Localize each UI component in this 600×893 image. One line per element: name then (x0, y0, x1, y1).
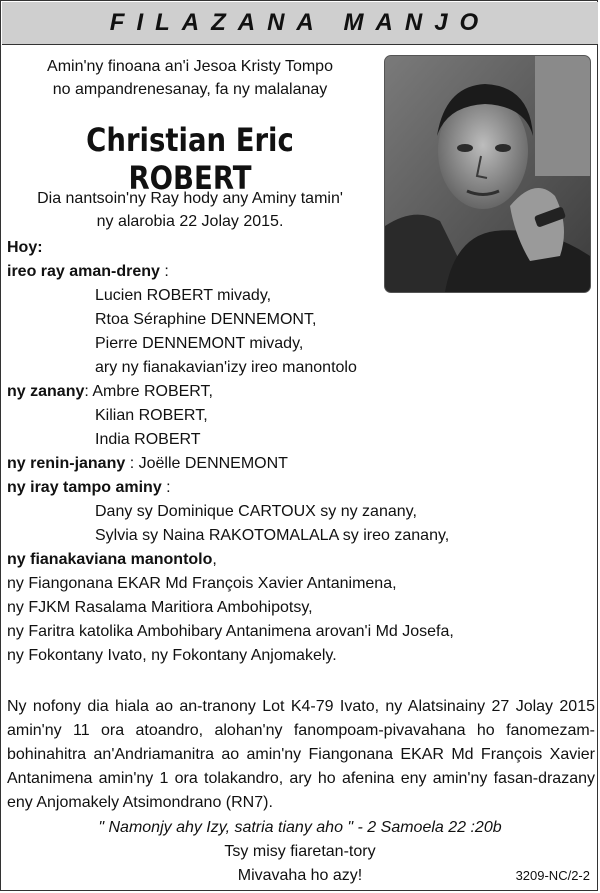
mother-value: : Joëlle DENNEMONT (125, 455, 288, 472)
whole-family-heading (7, 548, 597, 572)
list-item: Kilian ROBERT, (95, 407, 208, 424)
list-item: India ROBERT (95, 431, 201, 448)
family-list (7, 236, 597, 668)
mother-label: ny renin-janany (7, 455, 126, 472)
bible-verse: " Namonjy ahy Izy, satria tiany aho " - 2 Samoela 22 :20b (98, 819, 502, 836)
list-item: Rtoa Séraphine DENNEMONT, (95, 311, 317, 328)
closing-line: Tsy misy fiaretan-tory (224, 843, 376, 860)
parents-heading (7, 260, 597, 284)
whole-family-separator: , (212, 551, 217, 568)
whole-family-label: ny fianakaviana manontolo (7, 551, 213, 568)
reference-code: 3209-NC/2-2 (515, 868, 590, 883)
mother-line (7, 452, 597, 476)
death-announcement (10, 187, 370, 233)
death-line: ny alarobia 22 Jolay 2015. (96, 213, 284, 230)
deceased-name: Christian Eric ROBERT (86, 121, 294, 197)
closing-line: Mivavaha ho azy! (237, 867, 363, 884)
list-item: Sylvia sy Naina RAKOTOMALALA sy ireo zanany, (95, 527, 450, 544)
death-line: Dia nantsoin'ny Ray hody any Aminy tamin' (37, 190, 343, 207)
intro-line: no ampandrenesanay, fa ny malalanay (52, 81, 328, 98)
funeral-details: Ny nofony dia hiala ao an-tranony Lot K4-79 Ivato, ny Alatsinainy 27 Jolay 2015 amin'ny 11 ora atoandro, alohan'ny fanompoam-pivavahana ho fanomezam-bohinahitra an'Andriamanitra ao amin'ny Fiangonana EKAR Md François Xavier Antanimena amin'ny 1 ora tolakandro, ary ho afenina eny amin'ny fasan-drazany eny Anjomakely Atsimondrano (RN7). (7, 698, 595, 811)
list-item: Pierre DENNEMONT mivady, (95, 335, 304, 352)
siblings-separator: : (161, 479, 171, 496)
list-item: ny FJKM Rasalama Maritiora Ambohipotsy, (7, 599, 313, 616)
children-first: : Ambre ROBERT, (84, 383, 213, 400)
parents-label: ireo ray aman-dreny (7, 263, 160, 280)
header-bar (2, 2, 598, 45)
siblings-label: ny iray tampo aminy (7, 479, 162, 496)
siblings-heading (7, 476, 597, 500)
hoy-label: Hoy: (7, 239, 43, 256)
list-item: ny Faritra katolika Ambohibary Antanimena arovan'i Md Josefa, (7, 623, 454, 640)
parents-separator: : (159, 263, 169, 280)
header-title: FILAZANA MANJO (109, 9, 491, 36)
list-item: ny Fokontany Ivato, ny Fokontany Anjomakely. (7, 647, 337, 664)
intro-block (10, 55, 370, 101)
children-label: ny zanany (7, 383, 85, 400)
list-item: ary ny fianakavian'izy ireo manontolo (95, 359, 357, 376)
list-item: ny Fiangonana EKAR Md François Xavier Antanimena, (7, 575, 397, 592)
list-item: Dany sy Dominique CARTOUX sy ny zanany, (95, 503, 417, 520)
intro-line: Amin'ny finoana an'i Jesoa Kristy Tompo (47, 58, 333, 75)
children-heading (7, 380, 597, 404)
list-item: Lucien ROBERT mivady, (95, 287, 272, 304)
